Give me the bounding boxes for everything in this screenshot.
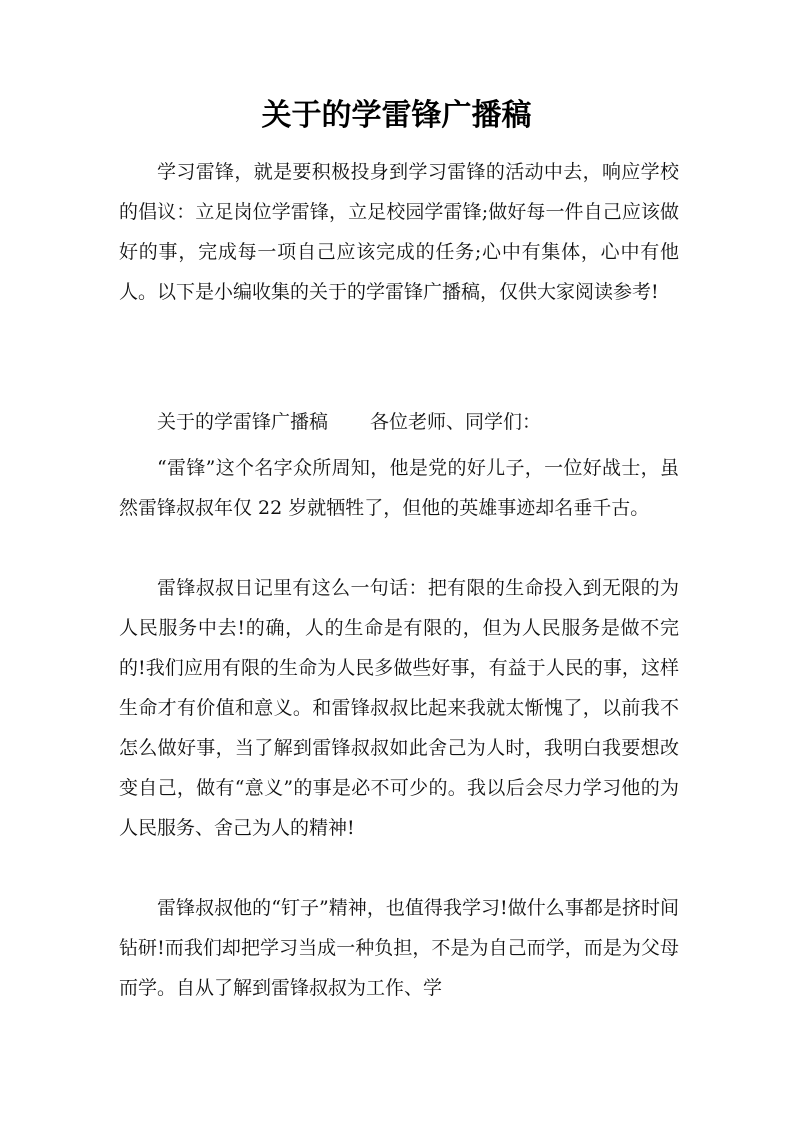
body-paragraph: 雷锋叔叔他的“钉子”精神，也值得我学习!做什么事都是挤时间钻研!而我们却把学习当成一种负担，不是为自己而学，而是为父母而学。自从了解到雷锋叔叔为工作、学 (119, 897, 679, 999)
section-heading: 关于的学雷锋广播稿 (157, 411, 329, 433)
intro-paragraph: 学习雷锋，就是要积极投身到学习雷锋的活动中去，响应学校的倡议：立足岗位学雷锋，立足校园学雷锋;做好每一件自己应该做好的事，完成每一项自己应该完成的任务;心中有集体，心中有他人。以下是小编收集的关于的学雷锋广播稿，仅供大家阅读参考! (119, 161, 679, 303)
body-paragraph: 雷锋叔叔日记里有这么一句话：把有限的生命投入到无限的为人民服务中去!的确，人的生命是有限的，但为人民服务是做不完的!我们应用有限的生命为人民多做些好事，有益于人民的事，这样生命才有价值和意义。和雷锋叔叔比起来我就太惭愧了，以前我不怎么做好事，当了解到雷锋叔叔如此舍己为人时，我明白我要想改变自己，做有“意义”的事是必不可少的。我以后会尽力学习他的为人民服务、舍己为人的精神! (119, 577, 679, 839)
body-paragraph: “雷锋”这个名字众所周知，他是党的好儿子，一位好战士，虽然雷锋叔叔年仅 22 岁就牺牲了，但他的英雄事迹却名垂千古。 (119, 457, 679, 519)
greeting-text: 各位老师、同学们： (370, 411, 542, 433)
document-title: 关于的学雷锋广播稿 (261, 98, 532, 133)
greeting-line (119, 402, 679, 442)
